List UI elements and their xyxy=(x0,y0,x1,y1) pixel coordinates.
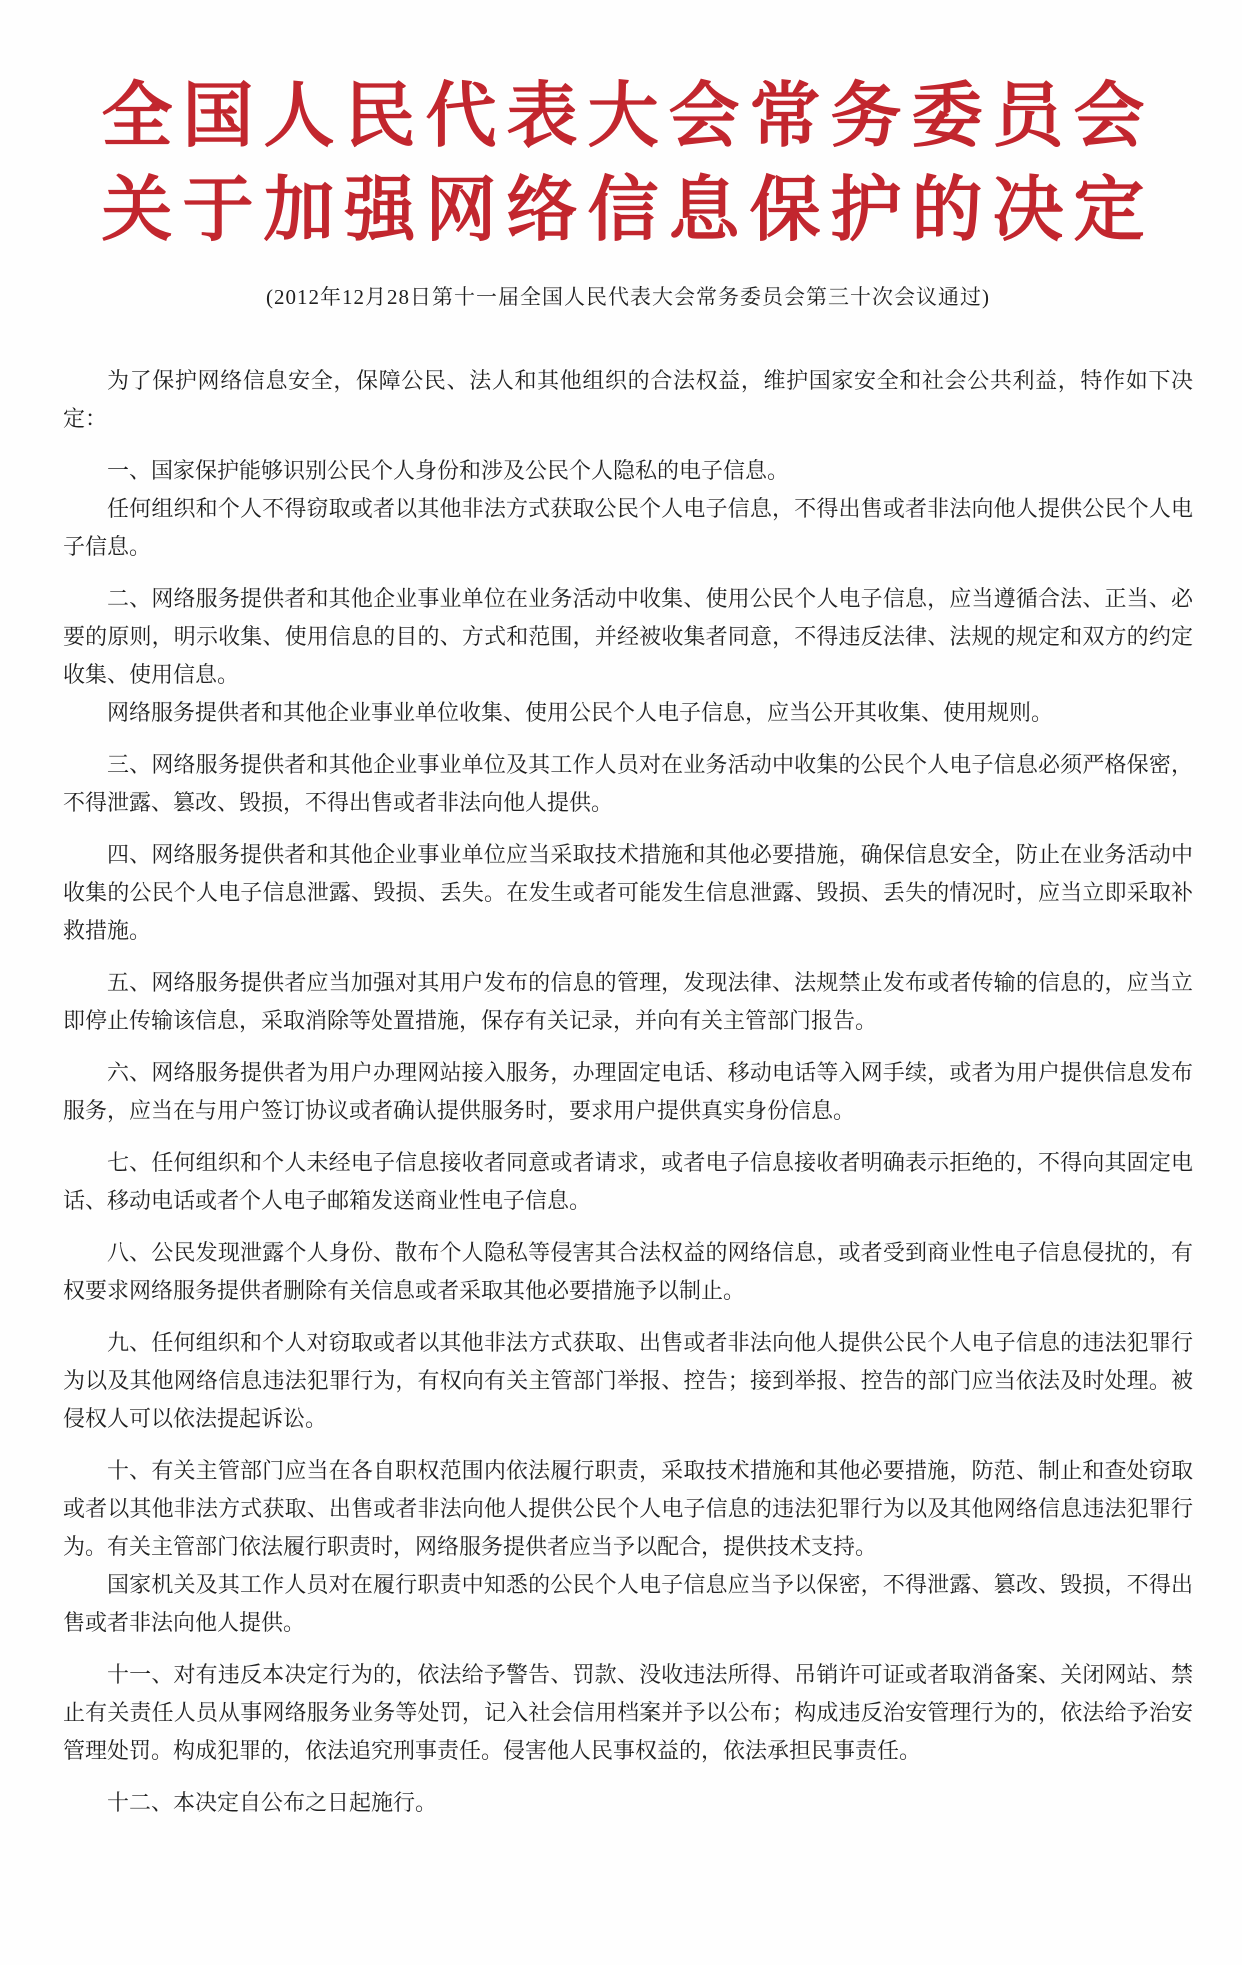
paragraph: 八、公民发现泄露个人身份、散布个人隐私等侵害其合法权益的网络信息，或者受到商业性电子信息侵扰的，有权要求网络服务提供者删除有关信息或者采取其他必要措施予以制止。 xyxy=(63,1240,1193,1303)
paragraph: 一、国家保护能够识别公民个人身份和涉及公民个人隐私的电子信息。 xyxy=(107,458,790,483)
document-page xyxy=(0,70,1242,1965)
paragraph: 九、任何组织和个人对窃取或者以其他非法方式获取、出售或者非法向他人提供公民个人电子信息的违法犯罪行为以及其他网络信息违法犯罪行为，有权向有关主管部门举报、控告；接到举报、控告的部门应当依法及时处理。被侵权人可以依法提起诉讼。 xyxy=(63,1330,1193,1431)
paragraph: 为了保护网络信息安全，保障公民、法人和其他组织的合法权益，维护国家安全和社会公共利益，特作如下决定： xyxy=(63,368,1193,431)
document-title-line-1: 全国人民代表大会常务委员会 xyxy=(101,78,1155,156)
paragraph: 网络服务提供者和其他企业事业单位收集、使用公民个人电子信息，应当公开其收集、使用规则。 xyxy=(107,700,1054,725)
document-body xyxy=(63,362,1193,1822)
paragraph: 十一、对有违反本决定行为的，依法给予警告、罚款、没收违法所得、吊销许可证或者取消备案、关闭网站、禁止有关责任人员从事网络服务业务等处罚，记入社会信用档案并予以公布；构成违反治安管理行为的，依法给予治安管理处罚。构成犯罪的，依法追究刑事责任。侵害他人民事权益的，依法承担民事责任。 xyxy=(63,1662,1193,1763)
paragraph: 六、网络服务提供者为用户办理网站接入服务，办理固定电话、移动电话等入网手续，或者为用户提供信息发布服务，应当在与用户签订协议或者确认提供服务时，要求用户提供真实身份信息。 xyxy=(63,1060,1193,1123)
paragraph: 七、任何组织和个人未经电子信息接收者同意或者请求，或者电子信息接收者明确表示拒绝的，不得向其固定电话、移动电话或者个人电子邮箱发送商业性电子信息。 xyxy=(63,1150,1193,1213)
paragraph: 二、网络服务提供者和其他企业事业单位在业务活动中收集、使用公民个人电子信息，应当遵循合法、正当、必要的原则，明示收集、使用信息的目的、方式和范围，并经被收集者同意，不得违反法律、法规的规定和双方的约定收集、使用信息。 xyxy=(63,586,1193,687)
paragraph: 三、网络服务提供者和其他企业事业单位及其工作人员对在业务活动中收集的公民个人电子信息必须严格保密，不得泄露、篡改、毁损，不得出售或者非法向他人提供。 xyxy=(63,752,1193,815)
document-subtitle: (2012年12月28日第十一届全国人民代表大会常务委员会第三十次会议通过) xyxy=(266,285,990,309)
paragraph: 国家机关及其工作人员对在履行职责中知悉的公民个人电子信息应当予以保密，不得泄露、篡改、毁损，不得出售或者非法向他人提供。 xyxy=(63,1572,1193,1635)
document-title xyxy=(63,70,1193,258)
paragraph: 任何组织和个人不得窃取或者以其他非法方式获取公民个人电子信息，不得出售或者非法向他人提供公民个人电子信息。 xyxy=(63,496,1193,559)
paragraph: 四、网络服务提供者和其他企业事业单位应当采取技术措施和其他必要措施，确保信息安全，防止在业务活动中收集的公民个人电子信息泄露、毁损、丢失。在发生或者可能发生信息泄露、毁损、丢失的情况时，应当立即采取补救措施。 xyxy=(63,842,1193,943)
document-title-line-2: 关于加强网络信息保护的决定 xyxy=(101,172,1155,250)
paragraph: 十二、本决定自公布之日起施行。 xyxy=(107,1790,438,1815)
paragraph: 十、有关主管部门应当在各自职权范围内依法履行职责，采取技术措施和其他必要措施，防范、制止和查处窃取或者以其他非法方式获取、出售或者非法向他人提供公民个人电子信息的违法犯罪行为以及其他网络信息违法犯罪行为。有关主管部门依法履行职责时，网络服务提供者应当予以配合，提供技术支持。 xyxy=(63,1458,1193,1559)
paragraph: 五、网络服务提供者应当加强对其用户发布的信息的管理，发现法律、法规禁止发布或者传输的信息的，应当立即停止传输该信息，采取消除等处置措施，保存有关记录，并向有关主管部门报告。 xyxy=(63,970,1193,1033)
